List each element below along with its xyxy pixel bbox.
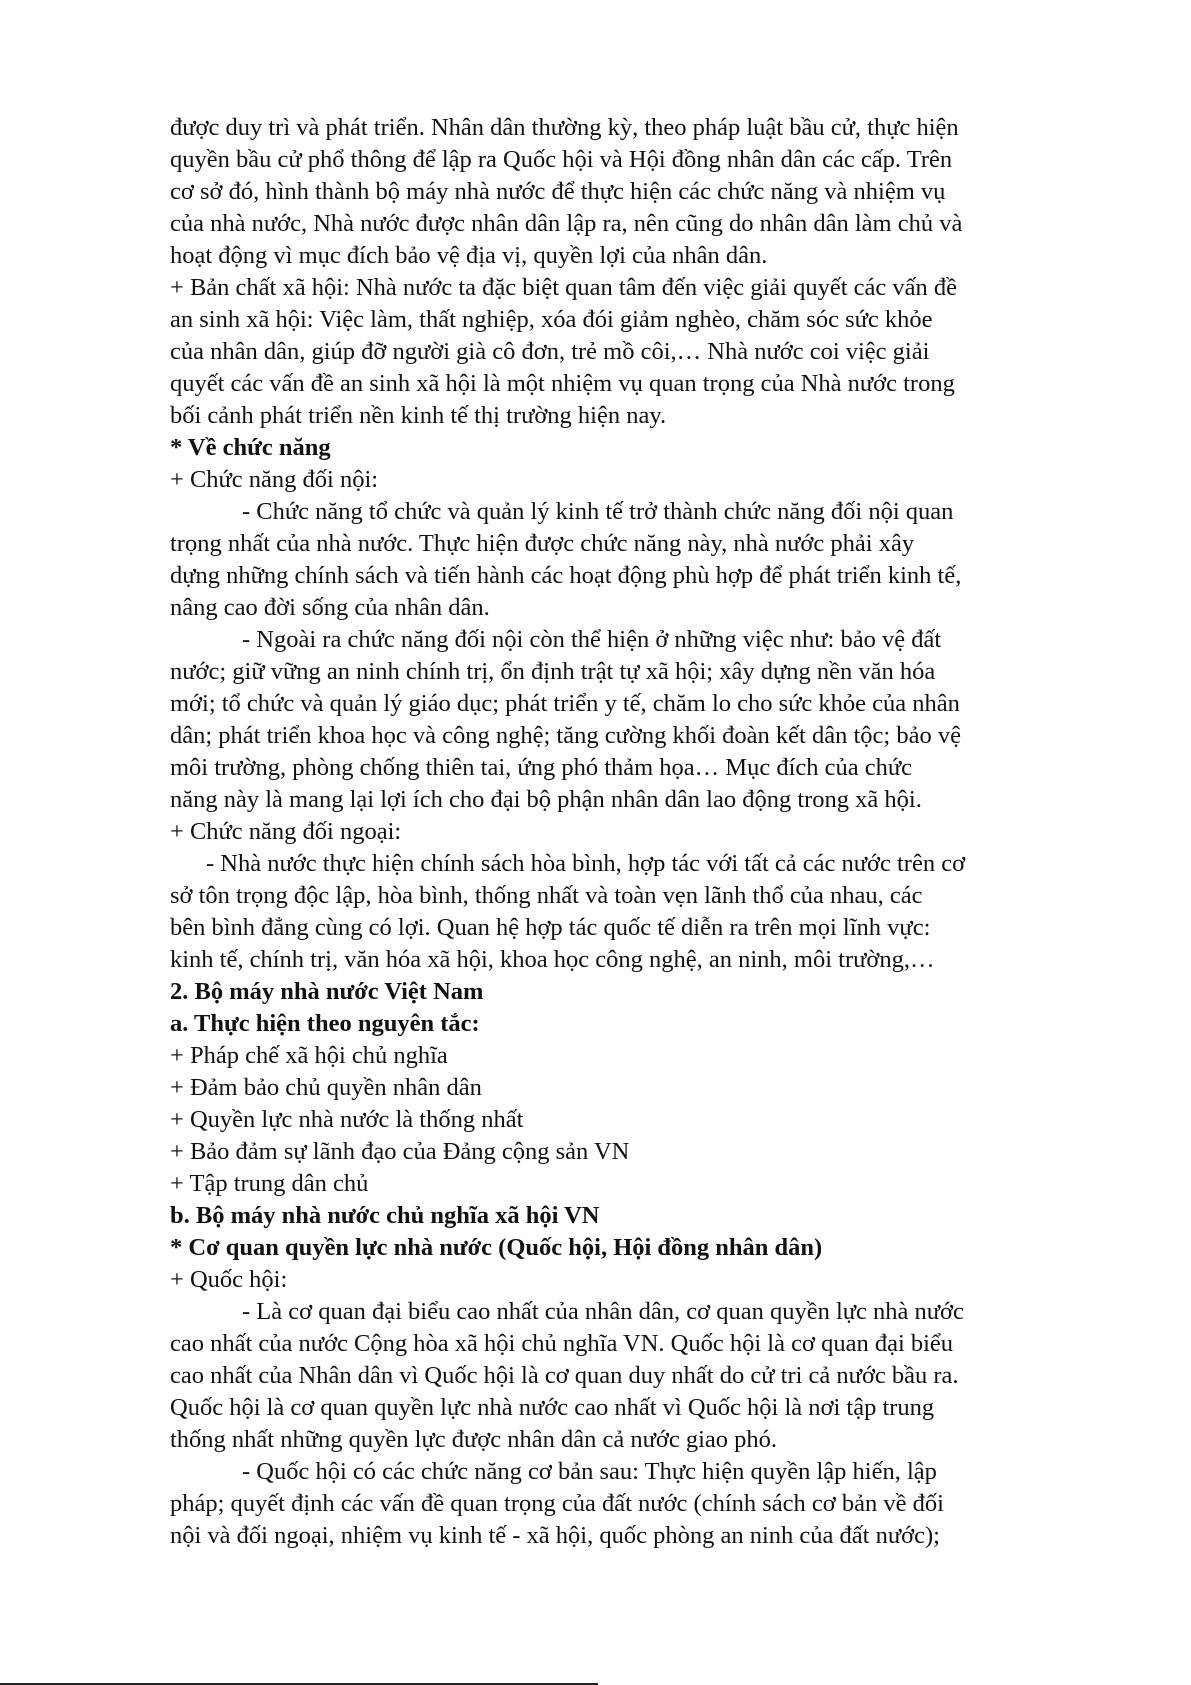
text-line: + Chức năng đối nội:: [170, 466, 379, 493]
text-line: - Nhà nước thực hiện chính sách hòa bình, hợp tác với tất cả các nước trên cơ: [206, 850, 966, 877]
text-line: pháp; quyết định các vấn đề quan trọng của đất nước (chính sách cơ bản về đối: [170, 1490, 944, 1517]
text-line: quyết các vấn đề an sinh xã hội là một nhiệm vụ quan trọng của Nhà nước trong: [170, 370, 955, 397]
document-page: [170, 112, 1090, 1552]
text-line: + Tập trung dân chủ: [170, 1170, 369, 1197]
text-line: Quốc hội là cơ quan quyền lực nhà nước cao nhất vì Quốc hội là nơi tập trung: [170, 1394, 935, 1421]
heading-line: 2. Bộ máy nhà nước Việt Nam: [170, 978, 484, 1005]
text-line: quyền bầu cử phổ thông để lập ra Quốc hội và Hội đồng nhân dân các cấp. Trên: [170, 146, 953, 173]
heading-line: * Cơ quan quyền lực nhà nước (Quốc hội, Hội đồng nhân dân): [170, 1234, 823, 1261]
text-line: + Quốc hội:: [170, 1266, 288, 1293]
text-line: bên bình đẳng cùng có lợi. Quan hệ hợp tác quốc tế diễn ra trên mọi lĩnh vực:: [170, 914, 931, 941]
heading-line: * Về chức năng: [170, 434, 331, 461]
text-line: kinh tế, chính trị, văn hóa xã hội, khoa học công nghệ, an ninh, môi trường,…: [170, 946, 935, 973]
text-line: sở tôn trọng độc lập, hòa bình, thống nhất và toàn vẹn lãnh thổ của nhau, các: [170, 882, 923, 909]
text-line: - Là cơ quan đại biểu cao nhất của nhân dân, cơ quan quyền lực nhà nước: [242, 1298, 964, 1325]
text-line: hoạt động vì mục đích bảo vệ địa vị, quyền lợi của nhân dân.: [170, 242, 768, 269]
text-line: nội và đối ngoại, nhiệm vụ kinh tế - xã hội, quốc phòng an ninh của đất nước);: [170, 1522, 940, 1549]
text-line: trọng nhất của nhà nước. Thực hiện được chức năng này, nhà nước phải xây: [170, 530, 915, 557]
text-line: dựng những chính sách và tiến hành các hoạt động phù hợp để phát triển kinh tế,: [170, 562, 962, 589]
text-line: được duy trì và phát triển. Nhân dân thường kỳ, theo pháp luật bầu cử, thực hiện: [170, 114, 959, 141]
text-line: nâng cao đời sống của nhân dân.: [170, 594, 490, 621]
text-line: mới; tổ chức và quản lý giáo dục; phát triển y tế, chăm lo cho sức khỏe của nhân: [170, 690, 960, 717]
text-line: + Bảo đảm sự lãnh đạo của Đảng cộng sản VN: [170, 1138, 630, 1165]
text-line: + Chức năng đối ngoại:: [170, 818, 402, 845]
text-line: dân; phát triển khoa học và công nghệ; tăng cường khối đoàn kết dân tộc; bảo vệ: [170, 722, 961, 749]
text-line: + Đảm bảo chủ quyền nhân dân: [170, 1074, 482, 1101]
text-line: của nhân dân, giúp đỡ người già cô đơn, trẻ mồ côi,… Nhà nước coi việc giải: [170, 338, 930, 365]
text-line: cao nhất của Nhân dân vì Quốc hội là cơ quan duy nhất do cử tri cả nước bầu ra.: [170, 1362, 959, 1389]
text-line: cơ sở đó, hình thành bộ máy nhà nước để thực hiện các chức năng và nhiệm vụ: [170, 178, 946, 205]
text-line: cao nhất của nước Cộng hòa xã hội chủ nghĩa VN. Quốc hội là cơ quan đại biểu: [170, 1330, 954, 1357]
text-line: thống nhất những quyền lực được nhân dân cả nước giao phó.: [170, 1426, 777, 1453]
text-line: - Chức năng tổ chức và quản lý kinh tế trở thành chức năng đối nội quan: [242, 498, 954, 525]
heading-line: b. Bộ máy nhà nước chủ nghĩa xã hội VN: [170, 1202, 600, 1229]
text-line: năng này là mang lại lợi ích cho đại bộ phận nhân dân lao động trong xã hội.: [170, 786, 922, 813]
text-line: - Ngoài ra chức năng đối nội còn thể hiện ở những việc như: bảo vệ đất: [242, 626, 942, 653]
text-line: + Bản chất xã hội: Nhà nước ta đặc biệt quan tâm đến việc giải quyết các vấn đề: [170, 274, 958, 301]
text-line: của nhà nước, Nhà nước được nhân dân lập ra, nên cũng do nhân dân làm chủ và: [170, 210, 963, 237]
text-line: + Quyền lực nhà nước là thống nhất: [170, 1106, 524, 1133]
heading-line: a. Thực hiện theo nguyên tắc:: [170, 1010, 480, 1037]
text-line: môi trường, phòng chống thiên tai, ứng phó thảm họa… Mục đích của chức: [170, 754, 913, 781]
text-line: - Quốc hội có các chức năng cơ bản sau: Thực hiện quyền lập hiến, lập: [242, 1458, 937, 1485]
text-line: nước; giữ vững an ninh chính trị, ổn định trật tự xã hội; xây dựng nền văn hóa: [170, 658, 936, 685]
text-line: + Pháp chế xã hội chủ nghĩa: [170, 1042, 448, 1069]
text-line: bối cảnh phát triển nền kinh tế thị trường hiện nay.: [170, 402, 667, 429]
text-line: an sinh xã hội: Việc làm, thất nghiệp, xóa đói giảm nghèo, chăm sóc sức khỏe: [170, 306, 933, 333]
